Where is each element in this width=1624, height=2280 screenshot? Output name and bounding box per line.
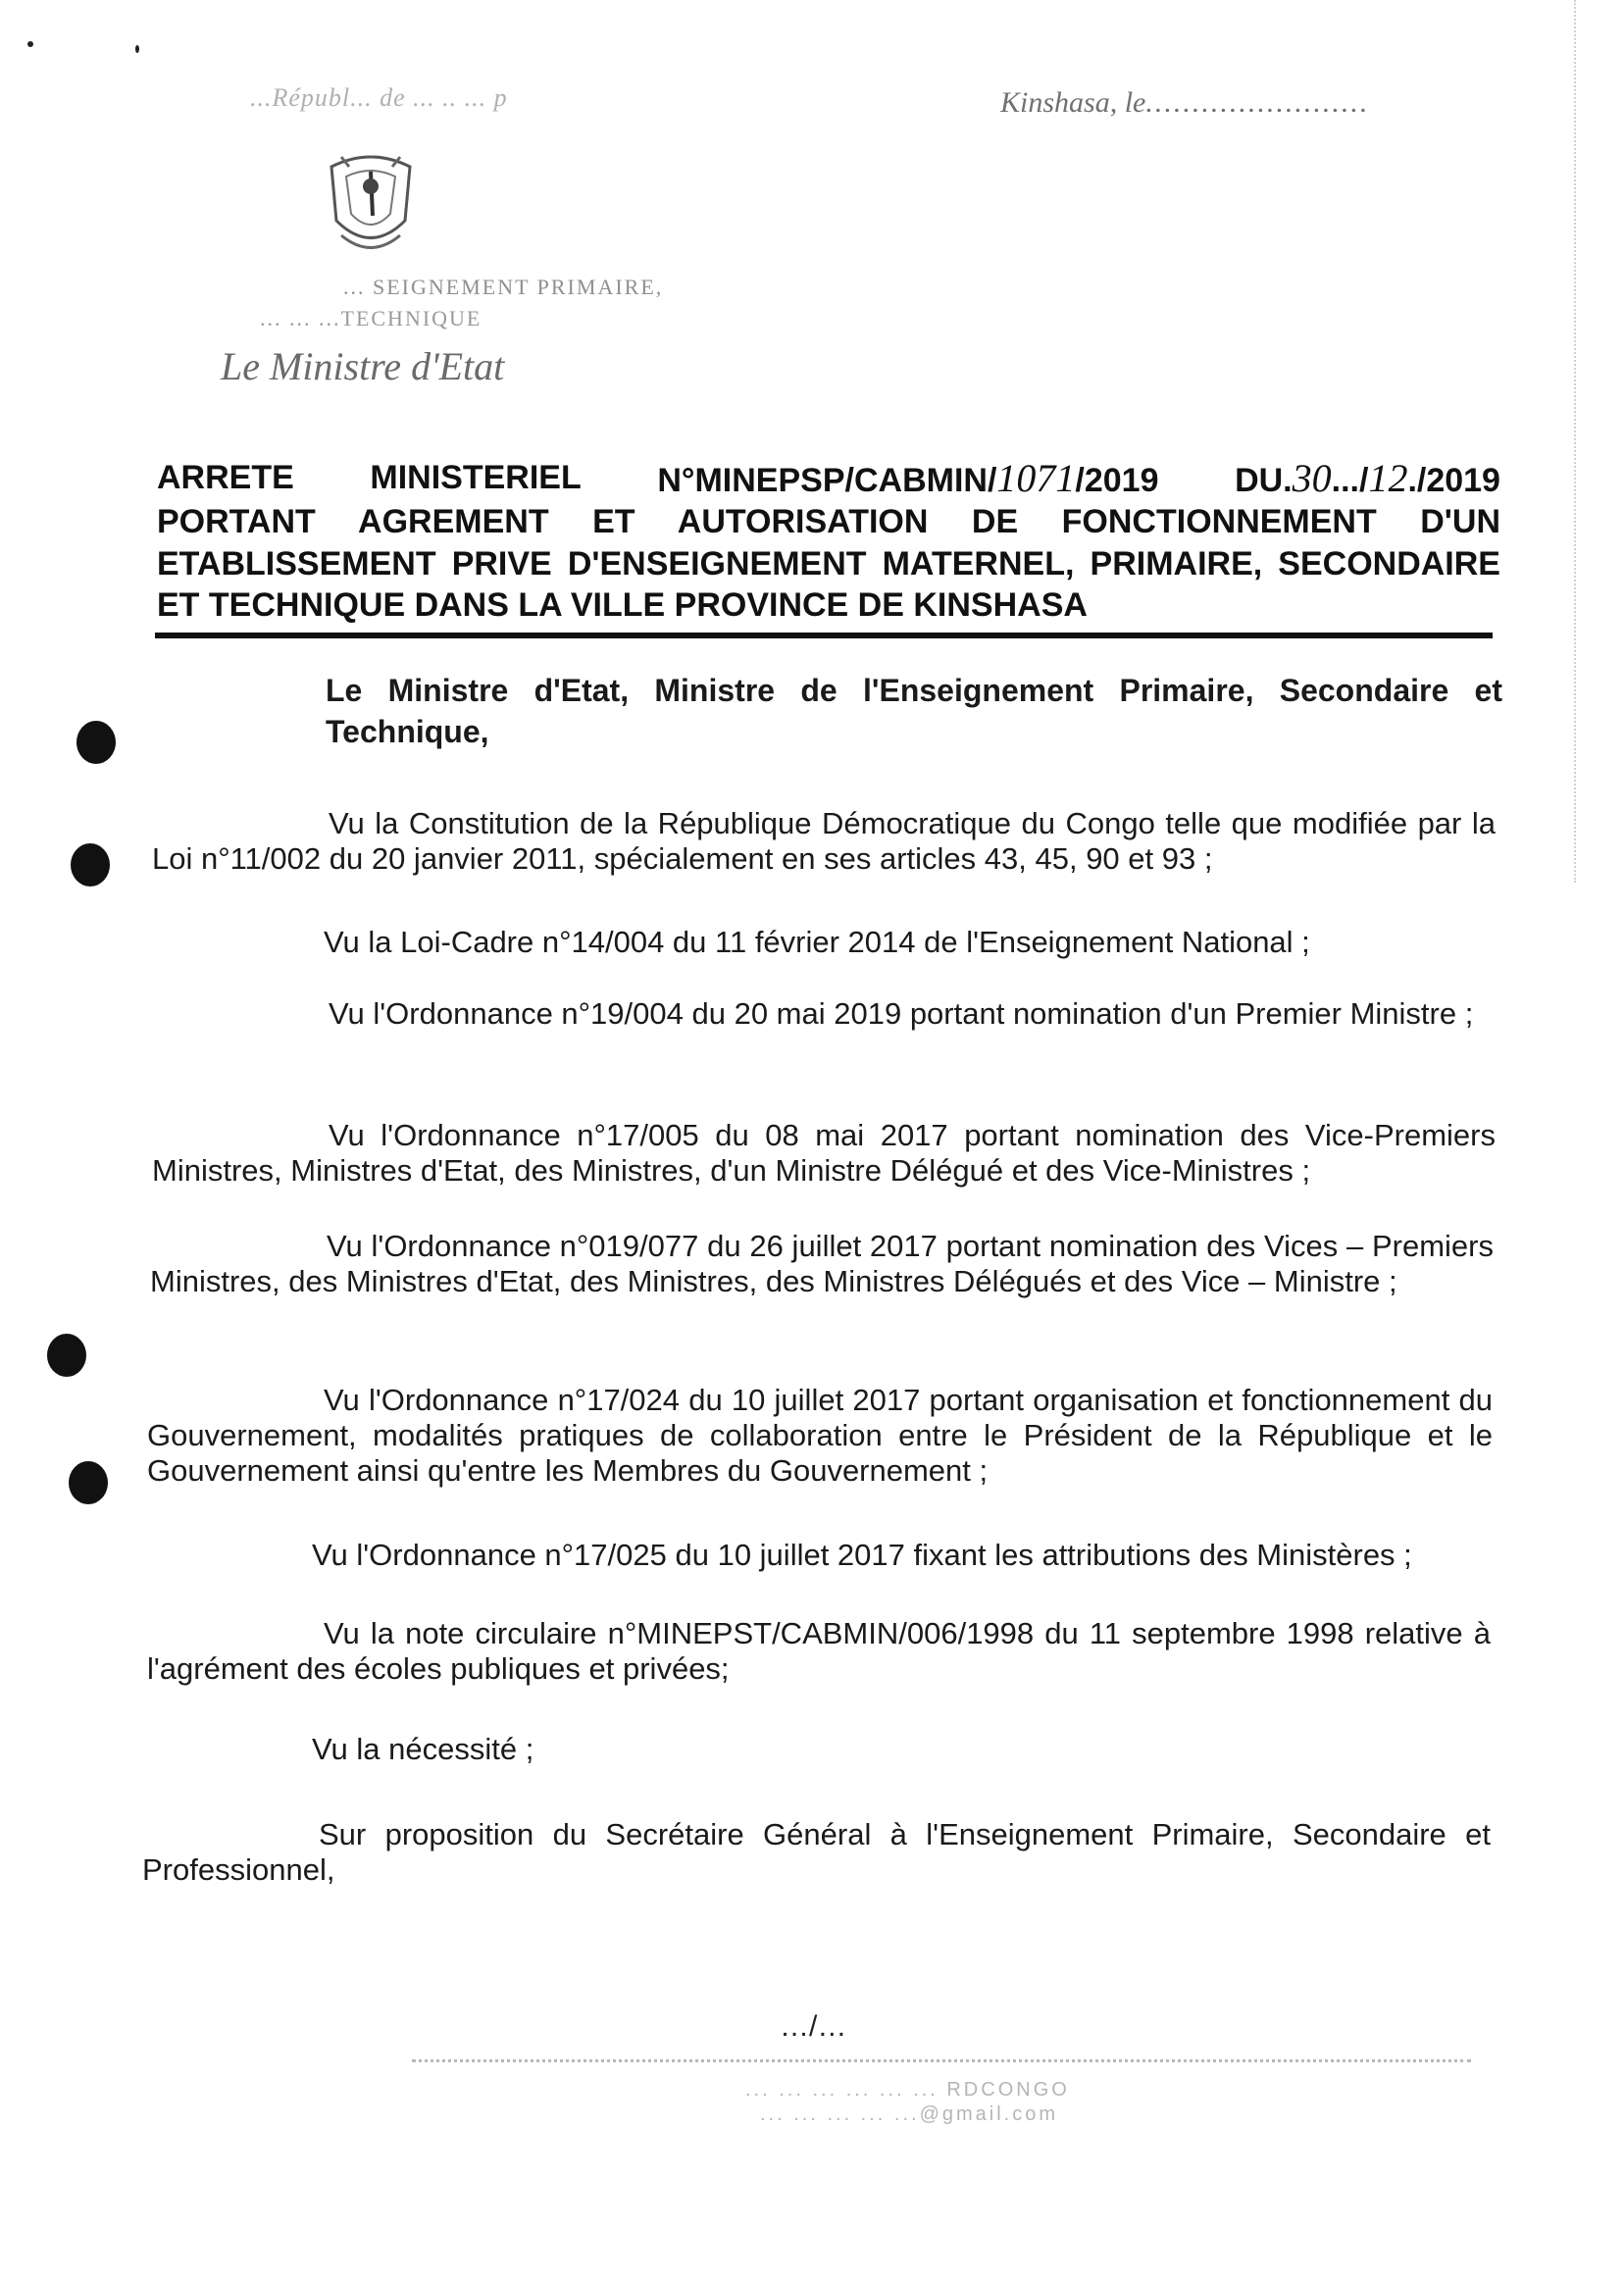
recital-paragraph: Vu l'Ordonnance n°19/004 du 20 mai 2019 portant nomination d'un Premier Ministre ; [329, 996, 1474, 1031]
recital-paragraph: Vu la note circulaire n°MINEPST/CABMIN/006/1998 du 11 septembre 1998 relative à l'agrément des écoles publiques et privées; [147, 1616, 1491, 1686]
decree-number-line [157, 456, 1500, 503]
title-line-4: ET TECHNIQUE DANS LA VILLE PROVINCE DE KINSHASA [157, 586, 1088, 624]
handwritten-month: 12 [1368, 456, 1408, 500]
decree-date: DU.30.../12./2019 [1235, 456, 1500, 500]
page-speck [27, 41, 33, 47]
minister-title: Le Ministre d'Etat, Ministre de l'Enseignement Primaire, Secondaire et Technique, [326, 673, 1502, 749]
title-line-3: ETABLISSEMENT PRIVE D'ENSEIGNEMENT MATERNEL, PRIMAIRE, SECONDAIRE [157, 545, 1500, 583]
recital-paragraph: Vu l'Ordonnance n°019/077 du 26 juillet 2017 portant nomination des Vices – Premiers Ministres, des Ministres d'Etat, des Ministres, des Ministres Délégués et des Vice – Ministre ; [150, 1229, 1494, 1298]
recital-paragraph: Vu l'Ordonnance n°17/005 du 08 mai 2017 portant nomination des Vice-Premiers Ministres, Ministres d'Etat, des Ministres, d'un Ministre Délégué et des Vice-Ministres ; [152, 1118, 1496, 1188]
page-speck [135, 45, 139, 53]
continuation-mark: …/… [780, 2010, 847, 2043]
punch-hole [71, 843, 110, 887]
punch-hole [69, 1461, 108, 1504]
decree-ref: N°MINEPSP/CABMIN/1071/2019 [657, 456, 1159, 500]
punch-hole [76, 721, 116, 764]
footer-line-1: ... ... ... ... ... ... RDCONGO [745, 2079, 1070, 2101]
title-rule [155, 633, 1493, 638]
place-date-line [1000, 86, 1369, 120]
department-line-2: ... ... ...TECHNIQUE [260, 306, 482, 330]
recital-paragraph: Sur proposition du Secrétaire Général à l'Enseignement Primaire, Secondaire et Professionnel, [142, 1817, 1491, 1887]
footer-divider [412, 2059, 1471, 2062]
handwritten-number: 1071 [996, 456, 1076, 500]
margin-specks [1574, 0, 1582, 883]
date-dots: ........................ [1145, 86, 1370, 119]
recital-paragraph: Vu la Loi-Cadre n°14/004 du 11 février 2014 de l'Enseignement National ; [324, 925, 1310, 959]
footer-line-2: ... ... ... ... ...@gmail.com [760, 2103, 1059, 2125]
recital-paragraph: Vu la Constitution de la République Démocratique du Congo telle que modifiée par la Loi n°11/002 du 20 janvier 2011, spécialement en ses articles 43, 45, 90 et 93 ; [152, 806, 1496, 876]
handwritten-day: 30 [1292, 456, 1332, 500]
recital-paragraph: Vu la nécessité ; [312, 1732, 534, 1766]
recital-paragraph: Vu l'Ordonnance n°17/024 du 10 juillet 2017 portant organisation et fonctionnement du Gouvernement, modalités pratiques de collaboration entre le Président de la République et le Gouvernement ainsi qu'entre les Membres du Gouvernement ; [147, 1383, 1493, 1488]
department-line-1: ... SEIGNEMENT PRIMAIRE, [343, 275, 664, 299]
title-word: ARRETE [157, 459, 294, 496]
place-date-label: Kinshasa, le [1000, 86, 1146, 119]
title-line-2: PORTANT AGREMENT ET AUTORISATION DE FONCTIONNEMENT D'UN [157, 503, 1500, 540]
signatory-heading: Le Ministre d'Etat [221, 344, 505, 388]
punch-hole [47, 1334, 86, 1377]
letterhead-faint-line: ...Républ... de ... .. ... p [250, 83, 508, 112]
title-word: MINISTERIEL [370, 459, 582, 496]
coat-of-arms-icon [312, 137, 430, 265]
recital-paragraph: Vu l'Ordonnance n°17/025 du 10 juillet 2017 fixant les attributions des Ministères ; [312, 1538, 1412, 1572]
